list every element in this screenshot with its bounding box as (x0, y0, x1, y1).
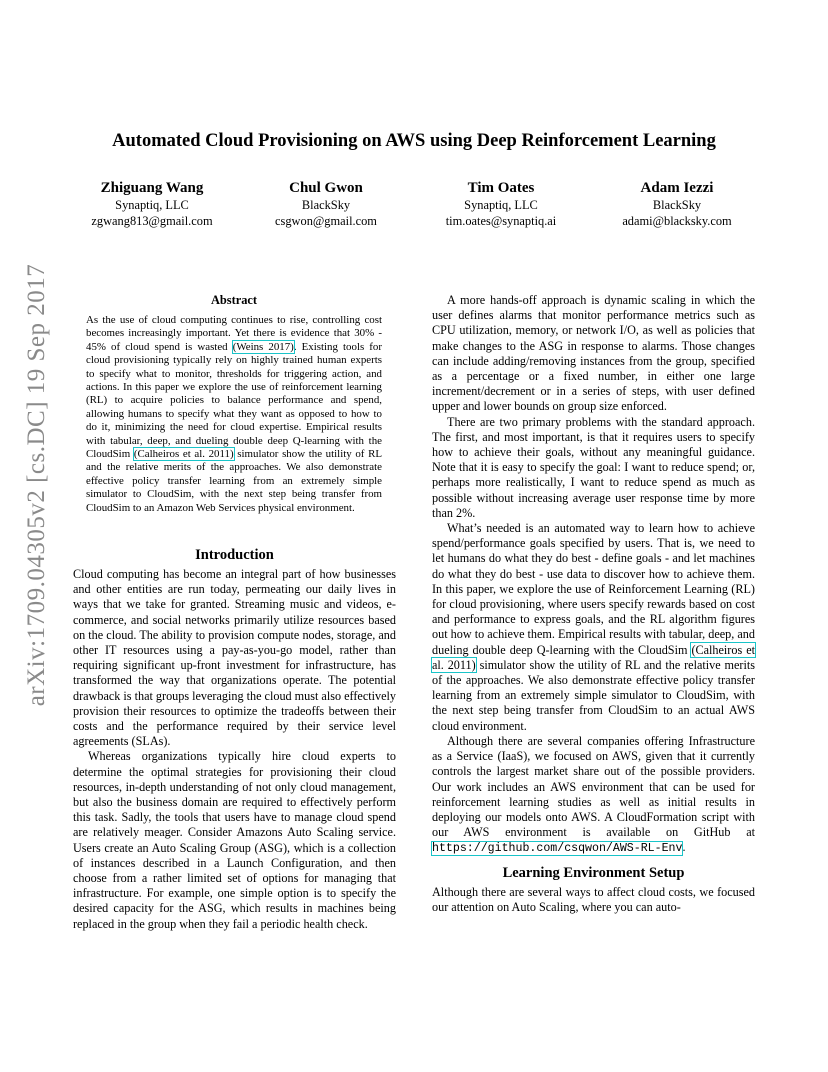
paragraph (432, 734, 755, 857)
author-name: Adam Iezzi (640, 180, 714, 196)
author-email: tim.oates@synaptiq.ai (445, 214, 557, 228)
abstract-heading: Abstract (210, 293, 258, 307)
author-block (231, 180, 421, 229)
citation-link[interactable]: (Calheiros et al. 2011) (133, 448, 234, 461)
abstract-section (86, 293, 382, 515)
citation-link[interactable]: (Weins 2017) (232, 340, 294, 353)
paragraph: A more hands-off approach is dynamic scaling in which the user defines alarms that monitor performance metrics such as CPU utilization, memory, or network I/O, as well as policies that make changes to the ASG in response to alarms. Those changes can include adding/removing instances from the group, specified as a percentage or a fixed number, in either one large increment/decrement or in a series of steps, with user defined upper and lower bounds on group size enforced. (432, 293, 755, 414)
author-block (57, 180, 247, 229)
paper-title: Automated Cloud Provisioning on AWS using Deep Reinforcement Learning (112, 131, 716, 151)
author-email: csgwon@gmail.com (275, 214, 377, 228)
abstract-text-part: simulator show the utility of RL and the relative merits of the approaches. We also demonstrate effective policy transfer learning from an extremely simple simulator to CloudSim, with the next step being transfer from CloudSim to an Amazon Web Services physical environment. (86, 448, 383, 514)
abstract-text-part: . Existing tools for cloud provisioning typically rely on highly trained human experts to specify what to monitor, thresholds for triggering action, and actions. In this paper we explore the use of reinforcement learning (RL) to acquire policies to balance performance and spend, allowing humans to specify what they want as opposed to how to do it, minimizing the need for cloud expertise. Empirical results with tabular, deep, and dueling double deep Q-learning with the CloudSim (86, 340, 383, 461)
left-column (73, 547, 396, 932)
citation-link[interactable]: (Calheiros et al. 2011) (432, 642, 755, 672)
right-column (432, 293, 755, 915)
author-name: Zhiguang Wang (100, 180, 204, 196)
paragraph-text-part: Although there are several companies offering Infrastructure as a Service (IaaS), we focused on AWS, given that it currently controls the largest market share out of the possible providers. Our work includes an AWS environment that can be used for reinforcement learning studies as well as initial results in deploying our models onto AWS. A CloudFormation script with our AWS environment is available on GitHub at (432, 733, 755, 840)
author-email: zgwang813@gmail.com (91, 214, 213, 228)
paragraph-text-part: . (682, 840, 686, 855)
paragraph (432, 521, 755, 734)
introduction-heading: Introduction (195, 547, 274, 563)
arxiv-id-text: arXiv:1709.04305v2 [cs.DC] 19 Sep 2017 (23, 263, 50, 707)
author-block (406, 180, 596, 229)
paragraph: Cloud computing has become an integral part of how businesses and other entities are run today, permeating our daily lives in ways that we take for granted. Streaming music and videos, e-commerce, and social networks primarily utilize resources based on the cloud. The ability to provision compute nodes, storage, and other IT resources using a pay-as-you-go model, rather than requiring significant up-front investment for infrastructure, has transformed the way that organizations operate. The potential drawback is that groups leveraging the cloud must also effectively provision their resources to optimize the tradeoffs between their costs and the performance required by their service level agreements (SLAs). (73, 567, 396, 749)
paragraph-text-part: What’s needed is an automated way to learn how to achieve spend/performance goals specified by users. That is, we need to let humans do what they do best - define goals - and let machines do what they do best - use data to discover how to achieve them. In this paper, we explore the use of Reinforcement Learning (RL) for cloud provisioning, where users specify rewards based on cost and performance to express goals, and the RL algorithm figures out how to achieve them. Empirical results with tabular, deep, and dueling double deep Q-learning with the CloudSim (432, 521, 755, 657)
author-affiliation: BlackSky (652, 198, 702, 212)
author-affiliation: Synaptiq, LLC (464, 198, 538, 212)
author-name: Tim Oates (467, 180, 535, 196)
github-link[interactable]: https://github.com/csqwon/AWS-RL-Env (432, 842, 683, 856)
setup-heading: Learning Environment Setup (502, 864, 685, 881)
abstract-text (86, 314, 382, 515)
paragraph: Although there are several ways to affect cloud costs, we focused our attention on Auto Scaling, where you can auto- (432, 884, 755, 914)
abstract-text-part: As the use of cloud computing continues to rise, controlling cost becomes increasingly important. Yet there is evidence that 30% - 45% of cloud spend is wasted (86, 314, 382, 353)
author-block (582, 180, 772, 229)
arxiv-watermark (17, 263, 57, 707)
paragraph: There are two primary problems with the standard approach. The first, and most important, is that it requires users to specify how to achieve their goals, without any meaningful guidance. Note that it is easy to specify the goal: I want to reduce spend; or, perhaps more realistically, I want to reduce spend as much as possible without increasing average user response time by more than 2%. (432, 414, 755, 520)
paragraph: Whereas organizations typically hire cloud experts to determine the optimal strategies for provisioning their cloud resources, in-depth understanding of not only cloud management, but also the business domain are required to effectively perform this task. Sadly, the tools that users have to manage cloud spend are relatively meager. Consider Amazons Auto Scaling service. Users create an Auto Scaling Group (ASG), which is a collection of instances described in a Launch Configuration, and then choose from a rather limited set of options for managing that infrastructure. For example, one simple option is to specify the desired capacity for the ASG, which results in machines being replaced in the group when they fail a periodic health check. (73, 749, 396, 931)
paragraph-text-part: simulator show the utility of RL and the relative merits of the approaches. We also demonstrate effective policy transfer learning from an extremely simple simulator to CloudSim, with the next step being transfer from CloudSim to an actual AWS cloud environment. (432, 657, 755, 733)
author-affiliation: BlackSky (301, 198, 351, 212)
author-affiliation: Synaptiq, LLC (115, 198, 189, 212)
author-email: adami@blacksky.com (622, 214, 732, 228)
author-name: Chul Gwon (289, 180, 363, 196)
